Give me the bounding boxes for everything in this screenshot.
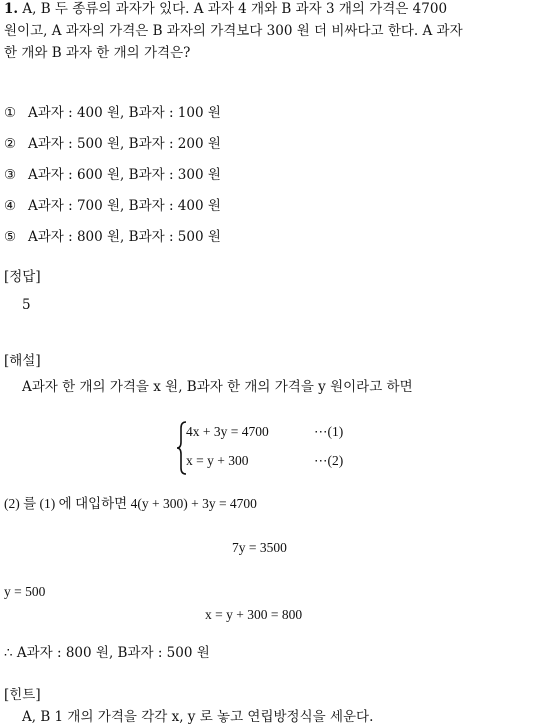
- choice-marker: ③: [4, 167, 17, 183]
- choice-3[interactable]: [4, 166, 221, 184]
- answer-label: [정답]: [4, 269, 41, 285]
- choice-marker: ④: [4, 198, 17, 214]
- choice-text: A과자 : 700 원, B과자 : 400 원: [28, 198, 221, 214]
- equation-system: [176, 421, 376, 475]
- choice-marker: ②: [4, 136, 17, 152]
- choice-4[interactable]: [4, 197, 221, 215]
- question-line-3: 한 개와 B 과자 한 개의 가격은?: [4, 45, 191, 61]
- choice-2[interactable]: [4, 135, 221, 153]
- step-7y: 7y = 3500: [232, 540, 287, 555]
- explanation-label: [해설]: [4, 353, 41, 369]
- choice-text: A과자 : 800 원, B과자 : 500 원: [28, 229, 221, 245]
- choice-marker: ⑤: [4, 229, 17, 245]
- choice-text: A과자 : 600 원, B과자 : 300 원: [28, 167, 221, 183]
- explanation-intro: A과자 한 개의 가격을 x 원, B과자 한 개의 가격을 y 원이라고 하면: [22, 379, 413, 395]
- conclusion: ∴ A과자 : 800 원, B과자 : 500 원: [4, 645, 210, 661]
- hint-text: A, B 1 개의 가격을 각각 x, y 로 놓고 연립방정식을 세운다.: [22, 709, 374, 725]
- question-number: 1.: [4, 1, 19, 17]
- step-x: x = y + 300 = 800: [205, 607, 303, 622]
- answer-value: 5: [22, 297, 31, 313]
- choice-text: A과자 : 500 원, B과자 : 200 원: [28, 136, 221, 152]
- equation-1: 4x + 3y = 4700: [186, 424, 269, 439]
- substitution-step: (2) 를 (1) 에 대입하면 4(y + 300) + 3y = 4700: [4, 496, 257, 511]
- equation-1-tag: ⋯(1): [314, 424, 344, 439]
- choice-5[interactable]: [4, 228, 221, 246]
- choice-text: A과자 : 400 원, B과자 : 100 원: [28, 105, 221, 121]
- question-text-1: A, B 두 종류의 과자가 있다. A 과자 4 개와 B 과자 3 개의 가격은 4700: [22, 1, 448, 17]
- choice-1[interactable]: [4, 104, 221, 122]
- question-line-1: [4, 0, 447, 18]
- equation-2: x = y + 300: [186, 453, 249, 468]
- question-line-2: 원이고, A 과자의 가격은 B 과자의 가격보다 300 원 더 비싸다고 한다. A 과자: [4, 23, 463, 39]
- step-y: y = 500: [4, 584, 46, 599]
- equation-2-tag: ⋯(2): [314, 453, 344, 468]
- choice-marker: ①: [4, 105, 17, 121]
- hint-label: [힌트]: [4, 687, 41, 703]
